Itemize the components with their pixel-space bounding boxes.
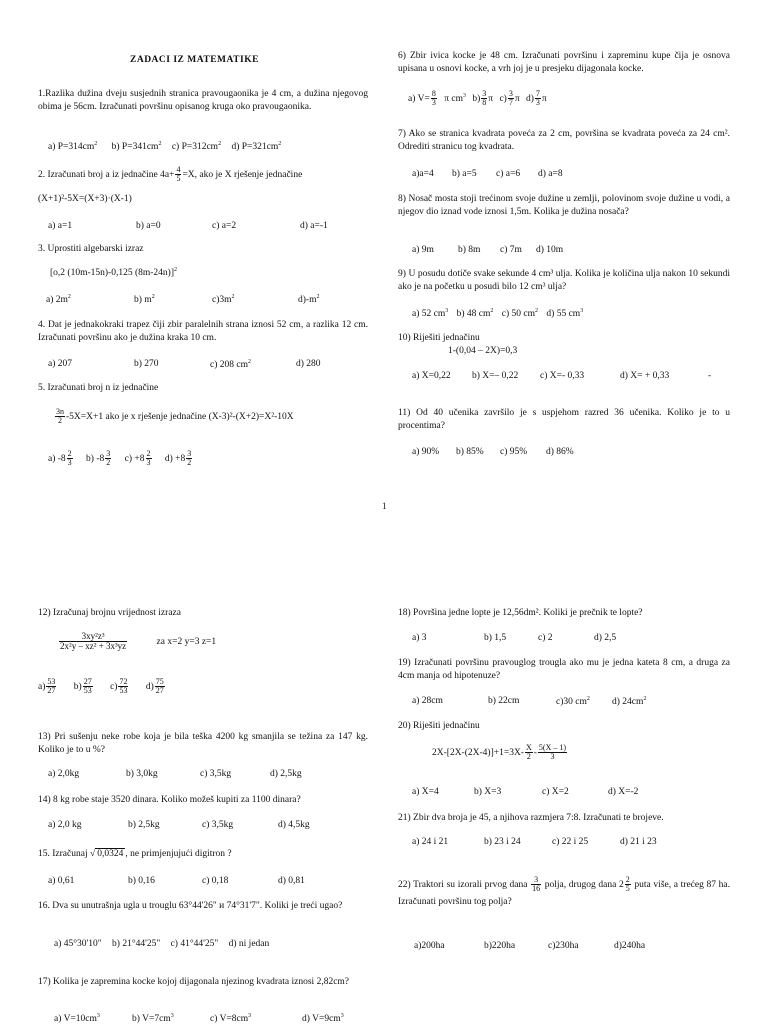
question-3-expression: [o,2 (10m-15n)-0,125 (8m-24n)]$^2$ (50, 267, 178, 279)
question-10: 10) Riješiti jednačinu (398, 333, 480, 343)
question-19: 19) Izračunati površinu pravouglog trougla ako mu je jedna kateta 8 cm, a druga za 4cm manja od hipotenuze? (398, 658, 730, 681)
sqrt-symbol: √ (89, 849, 96, 859)
question-9: 9) U posudu dotiče svake sekunde 4 cm³ ulja. Kolika je količina ulja nakon 10 sekundi ako je na početku u posudi bilo 12 cm³ ulja? (398, 269, 730, 292)
fraction: $\frac{4}{5}$ (176, 165, 181, 184)
question-1 (38, 88, 368, 114)
page-number: 1 (382, 501, 387, 511)
page-1: ZADACI IZ MATEMATIKE 1.Razlika dužina dveju susjednih stranica pravougaonika je 4 cm, a dužina njegovog obima je 56cm. Izračunati površinu opisanog kruga oko pravougaonika. a) $P=314cm^2$ b) $P=341cm^2$ c) $P=312cm^2$ d) $P=321cm^2$ 2. Izračunati broj a iz jednačine 4a+ $\frac{4}{5}$ =X, ako je X rješenje jednačine (X+1)²-5X=(X+3)·(X-1) a) a=1 b) a=0 c) a=2 d) a=-1 3. Uprostiti algebarski izraz [o,2 (10m-15n)-0,125 (8m-24n)]$^2$ a) $2m^2$ b) $m^2$ $c)3m^2$ $d)-m^2$ 4. Dat je jednakokraki trapez čiji zbir paralelnih strana iznosi 52 cm, a razlika 12 cm. Izračunati površinu ako je dužina kraka 10 cm. a) 207 b) 270 c) 208 $cm^2$ d) 280 5. Izračunati broj n iz jednačine $\frac{3n}{2}$ -5X=X+1 ako je x rješenje jednačine (X-3)²-(X+2)=X²-10X a) -8 $\frac{2}{3}$ b) -8 $\frac{3}{2}$ c) +8 $\frac{2}{3}$ d) +8 $\frac{3}{2}$ 6) Zbir ivica kocke je 48 cm. Izračunati površinu i zapreminu kupe čija je osnova upisana u osnovi kocke, a vrh joj je u presjeku dijagonala kocke. a) V= $\frac{8}{3}$ π $cm^3$ b) $\frac{3}{8}$ π c) $\frac{3}{7}$ π d) $\frac{7}{3}$ π 7) Ako se stranica kvadrata poveća za 2 cm, površina se kvadrata poveća za 24 cm². Odrediti stranicu tog kvadrata. a)a=4 b) a=5 c) a=6 d) a=8 8) Nosač mosta stoji trećinom svoje dužine u zemlji, polovinom svoje dužine u vodi, a njegov dio iznad vode iznosi 1,5m. Kolika je dužina nosača? a) 9m b) 8m c) 7m d) 10m 9) U posudu dotiče svake sekunde 4 cm³ ulja. Kolika je količina ulja nakon 10 sekundi ako je na početku u posudi bilo 12 cm³ ulja? a) 52 $cm^3$ b) 48 $cm^2$ c) 50 $cm^2$ d) 55 $cm^3$ 10) Riješiti jednačinu 1-(0,04 – 2X)=0,3 a) X=0,22 b) X=– 0,22 c) X=- 0,33 d) X= + 0,33 - 11) Od 40 učenika završilo je s uspjehom razred 36 učenika. Koliko je to u procentima? a) 90% b) 85% c) 95% d) 86% 1 (38, 51, 730, 511)
question-14: 14) 8 kg robe staje 3520 dinara. Koliko možeš kupiti za 1100 dinara? (38, 795, 301, 805)
question-17: 17) Kolika je zapremina kocke kojoj dijagonala njezinog kvadrata iznosi 2,82cm? (38, 977, 350, 987)
question-6-options: a) V= $\frac{8}{3}$ π $cm^3$ b) $\frac{3}{8}$ π c) $\frac{3}{7}$ π d) $\frac{7}{3}$ π (408, 89, 547, 108)
question-3: 3. Uprostiti algebarski izraz (38, 244, 144, 254)
question-8: 8) Nosač mosta stoji trećinom svoje dužine u zemlji, polovinom svoje dužine u vodi, a njegov dio iznad vode iznosi 1,5m. Kolika je dužina nosača? (398, 194, 730, 217)
question-12-options: a) $\frac{53}{27}$ b) $\frac{27}{53}$ c) $\frac{72}{53}$ d) $\frac{75}{27}$ (38, 677, 164, 696)
question-9-options: a) 52 $cm^3$ b) 48 $cm^2$ c) 50 $cm^2$ d) 55 $cm^3$ (412, 308, 584, 320)
question-10-equation: 1-(0,04 – 2X)=0,3 (448, 346, 518, 356)
question-20-equation: 2X-[2X-(2X-4)]+1=3X- $\frac{X}{2}$ - $\frac{5(X - 1)}{3}$ (432, 743, 567, 762)
question-20: 20) Riješiti jednačinu (398, 721, 480, 731)
question-12-expression: $\frac{\text{3xy²z³}}{\text{2x²y – xz² + 3x³yz}}$ za x=2 y=3 z=1 (60, 631, 217, 652)
question-4: 4. Dat je jednakokraki trapez čiji zbir paralelnih strana iznosi 52 cm, a razlika 12 cm. Izračunati površinu ako je dužina kraka 10 cm. (38, 320, 368, 343)
question-16: 16. Dva su unutrašnja ugla u trouglu 63°44'26" и 74°31'7". Koliki je treći ugao? (38, 901, 343, 911)
question-7: 7) Ako se stranica kvadrata poveća za 2 cm, površina se kvadrata poveća za 24 cm². Odrediti stranicu tog kvadrata. (398, 129, 730, 152)
question-22: 22) Traktori su izorali prvog dana $\frac{3}{16}$ polja, drugog dana 2 $\frac{2}{5}$ puta više, a trećeg 87 ha. Izračunati površinu tog polja? (398, 875, 731, 907)
question-1-options: a) $P=314cm^2$ b) $P=341cm^2$ c) $P=312cm^2$ d) $P=321cm^2$ (48, 141, 282, 153)
question-21: 21) Zbir dva broja je 45, a njihova razmjera 7:8. Izračunati te brojeve. (398, 813, 664, 823)
question-5-options: a) -8 $\frac{2}{3}$ b) -8 $\frac{3}{2}$ c) +8 $\frac{2}{3}$ d) +8 $\frac{3}{2}$ (48, 449, 192, 468)
page-title: ZADACI IZ MATEMATIKE (130, 55, 259, 65)
question-16-options: a) 45°30'10" b) 21°44'25" c) 41°44'25" d) ni jedan (54, 939, 270, 949)
question-2: 2. Izračunati broj a iz jednačine 4a+ $\frac{4}{5}$ =X, ako je X rješenje jednačine (38, 165, 303, 184)
question-5-equation: $\frac{3n}{2}$ -5X=X+1 ako je x rješenje jednačine (X-3)²-(X+2)=X²-10X (56, 407, 294, 426)
question-18: 18) Površina jedne lopte je 12,56dm². Koliki je prečnik te lopte? (398, 608, 643, 618)
question-13: 13) Pri sušenju neke robe koja je bila teška 4200 kg smanjila se težina za 147 kg. Koliko je to u %? (38, 732, 368, 755)
question-11: 11) Od 40 učenika završilo je s uspjehom razred 36 učenika. Koliko je to u procentima? (398, 408, 730, 431)
question-5: 5. Izračunati broj n iz jednačine (38, 383, 159, 393)
question-2-equation: (X+1)²-5X=(X+3)·(X-1) (38, 194, 132, 204)
question-12: 12) Izračunaj brojnu vrijednost izraza (38, 608, 181, 618)
question-6: 6) Zbir ivica kocke je 48 cm. Izračunati površinu i zapreminu kupe čija je osnova upisana u osnovi kocke, a vrh joj je u presjeku dijagonala kocke. (398, 51, 730, 74)
question-1-text: 1.Razlika dužina dveju susjednih stranica pravougaonika je 4 cm, a dužina njegovog obima je 56cm. Izračunati površinu opisanog kruga oko pravougaonika. (38, 89, 368, 112)
question-15: 15. Izračunaj √ 0,0324 , ne primjenjujući digitron ? (38, 849, 232, 859)
page-2: 12) Izračunaj brojnu vrijednost izraza $\frac{\text{3xy²z³}}{\text{2x²y – xz² + 3x³yz}}$ za x=2 y=3 z=1 a) $\frac{53}{27}$ b) $\frac{27}{53}$ c) $\frac{72}{53}$ d) $\frac{75}{27}$ 13) Pri sušenju neke robe koja je bila teška 4200 kg smanjila se težina za 147 kg. Koliko je to u %? a) 2,0kg b) 3,0kg c) 3,5kg d) 2,5kg 14) 8 kg robe staje 3520 dinara. Koliko možeš kupiti za 1100 dinara? a) 2,0 kg b) 2,5kg c) 3,5kg d) 4,5kg 15. Izračunaj √ 0,0324 , ne primjenjujući digitron ? a) 0,61 b) 0,16 c) 0,18 d) 0,81 16. Dva su unutrašnja ugla u trouglu 63°44'26" и 74°31'7". Koliki je treći ugao? a) 45°30'10" b) 21°44'25" c) 41°44'25" d) ni jedan 17) Kolika je zapremina kocke kojoj dijagonala njezinog kvadrata iznosi 2,82cm? a) $V=10cm^3$ b) $V=7cm^3$ c) $V=8cm^3$ d) $V=9cm^3$ 18) Površina jedne lopte je 12,56dm². Koliki je prečnik te lopte? a) 3 b) 1,5 c) 2 d) 2,5 19) Izračunati površinu pravouglog trougla ako mu je jedna kateta 8 cm, a druga za 4cm manja od hipotenuze? a) 28cm b) 22cm c)30 $cm^2$ d) $24cm^2$ 20) Riješiti jednačinu 2X-[2X-(2X-4)]+1=3X- $\frac{X}{2}$ - $\frac{5(X - 1)}{3}$ a) X=4 b) X=3 c) X=2 d) X=-2 21) Zbir dva broja je 45, a njihova razmjera 7:8. Izračunati te brojeve. a) 24 i 21 b) 23 i 24 c) 22 i 25 d) 21 i 23 22) Traktori su izorali prvog dana $\frac{3}{16}$ polja, drugog dana 2 $\frac{2}{5}$ puta više, a trećeg 87 ha. Izračunati površinu tog polja? a)200ha b)220ha c)230ha d)240ha (38, 608, 731, 1025)
